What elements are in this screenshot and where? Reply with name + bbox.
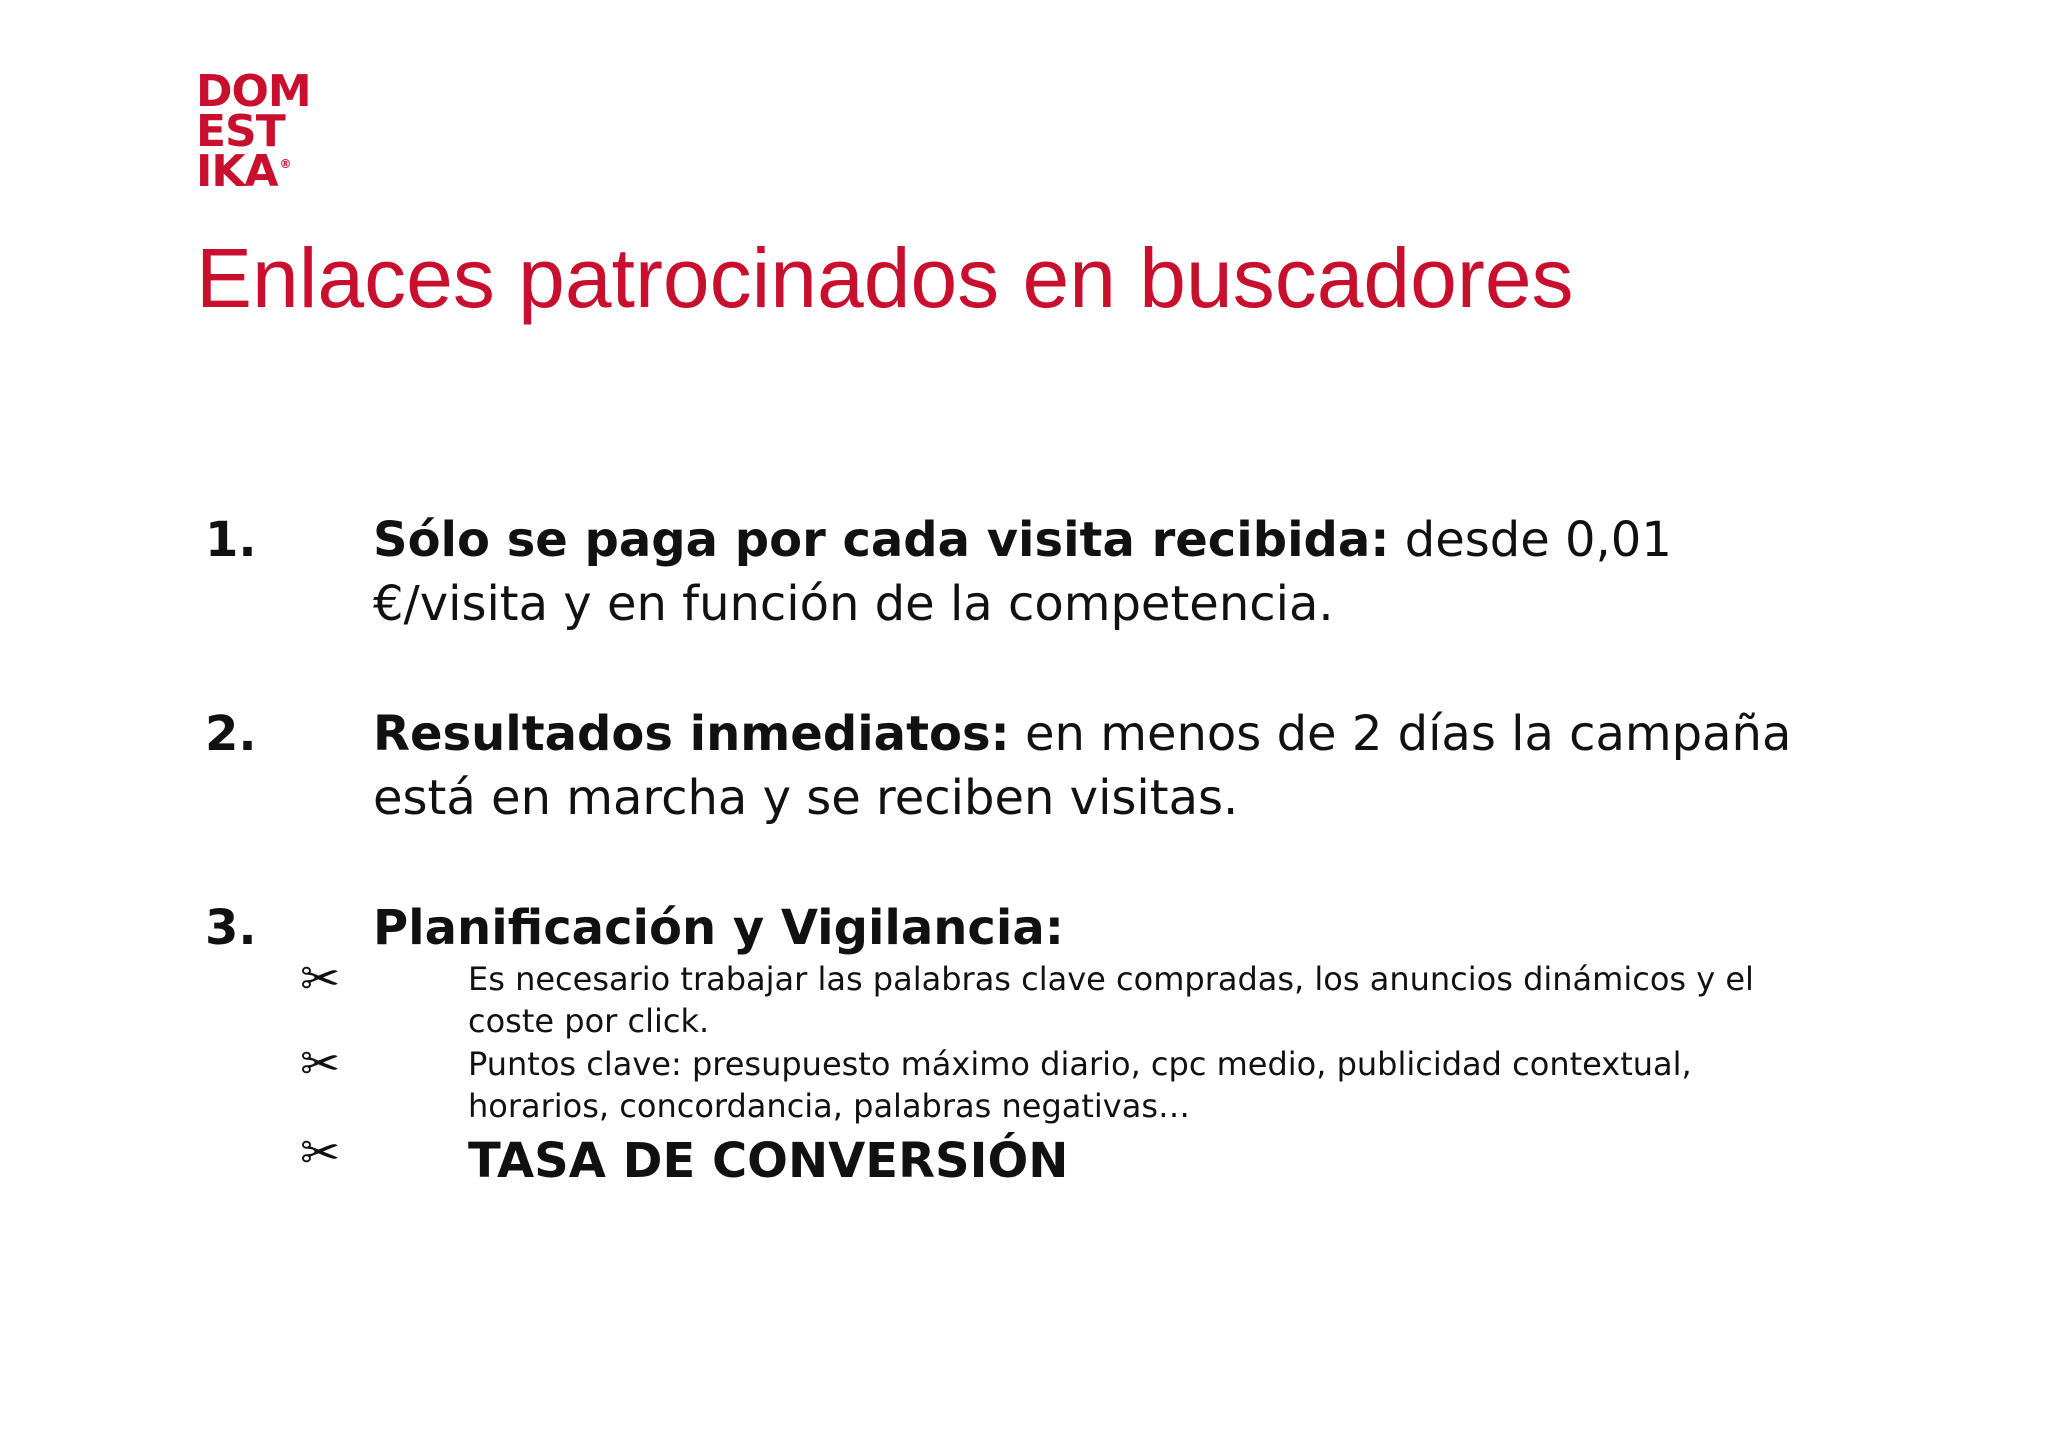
list-item-text xyxy=(373,702,1793,830)
domestika-logo xyxy=(196,66,311,197)
sub-item-text: Puntos clave: presupuesto máximo diario, cpc medio, publicidad contextual, horarios, concordancia, palabras negativas… xyxy=(468,1045,1692,1125)
list-item-number: 2. xyxy=(205,706,257,762)
sub-item-text: TASA DE CONVERSIÓN xyxy=(468,1133,1069,1189)
list-item-number: 1. xyxy=(205,512,257,568)
list-item-body: desde 0,01 €/visita y en función de la competencia. xyxy=(373,512,1672,632)
list-item-heading: Sólo se paga por cada visita recibida: xyxy=(373,512,1390,568)
logo-line-1: DOM xyxy=(196,66,311,117)
scissors-icon: ✂ xyxy=(300,951,341,1007)
logo-line-3-text: IKA xyxy=(196,146,278,197)
list-item-number: 3. xyxy=(205,900,257,956)
logo-line-3 xyxy=(196,146,311,197)
logo-line-2: EST xyxy=(196,106,285,157)
sub-item-text: Es necesario trabajar las palabras clave compradas, los anuncios dinámicos y el coste por click. xyxy=(468,960,1754,1040)
scissors-icon: ✂ xyxy=(300,1125,341,1181)
list-item-heading: Planificación y Vigilancia: xyxy=(373,900,1064,956)
registered-mark: ® xyxy=(279,157,292,171)
list-item-body: en menos de 2 días la campaña está en marcha y se reciben visitas. xyxy=(373,706,1792,826)
slide-title: Enlaces patrocinados en buscadores xyxy=(196,231,1574,325)
scissors-icon: ✂ xyxy=(300,1036,341,1092)
list-item-heading: Resultados inmediatos: xyxy=(373,706,1010,762)
list-item-text xyxy=(373,508,1793,636)
list-item-text xyxy=(373,896,1793,960)
